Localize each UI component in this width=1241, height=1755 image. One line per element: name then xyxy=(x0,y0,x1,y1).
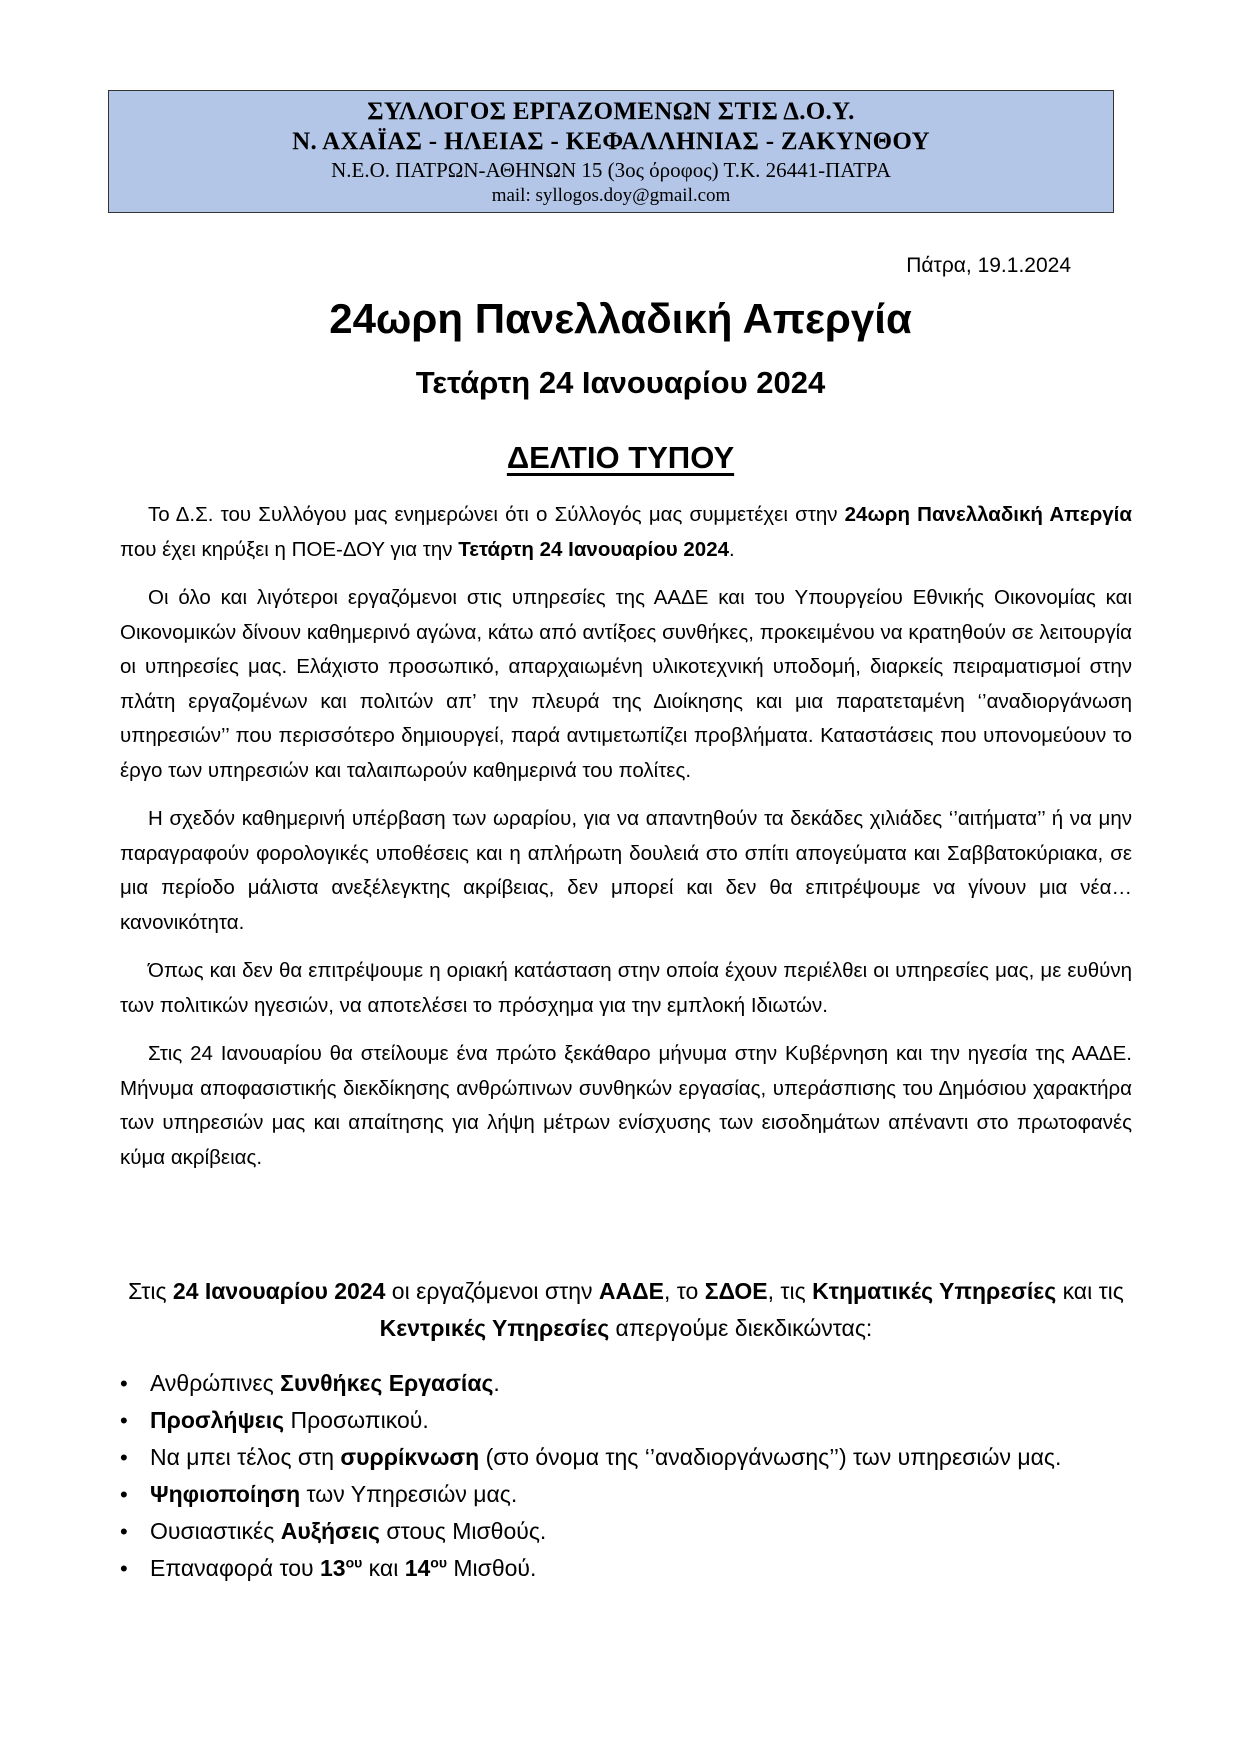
lead-text-5: και τις xyxy=(1056,1278,1124,1304)
bullet-5-end: στους Μισθούς. xyxy=(380,1518,547,1544)
bullet-3-text: Να μπει τέλος στη xyxy=(150,1444,341,1470)
lead-text-2: οι εργαζόμενοι στην xyxy=(385,1278,599,1304)
p1-text-2: που έχει κηρύξει η ΠΟΕ-ΔΟΥ για την xyxy=(120,537,459,561)
list-item xyxy=(120,1439,1132,1476)
union-name: ΣΥΛΛΟΓΟΣ ΕΡΓΑΖΟΜΕΝΩΝ ΣΤΙΣ Δ.Ο.Υ. xyxy=(367,98,855,125)
p1-text-3: . xyxy=(729,537,735,561)
list-item xyxy=(120,1513,1132,1550)
lead-bold-aade: ΑΑΔΕ xyxy=(598,1278,664,1304)
document-date: Πάτρα, 19.1.2024 xyxy=(906,254,1071,277)
bullet-icon: • xyxy=(120,1519,128,1544)
list-item xyxy=(120,1365,1132,1402)
bullet-text xyxy=(150,1365,500,1402)
bullet-5-text: Ουσιαστικές xyxy=(150,1518,281,1544)
paragraph-2: Οι όλο και λιγότεροι εργαζόμενοι στις υπηρεσίες της ΑΑΔΕ και του Υπουργείου Εθνικής Οικονομίας και Οικονομικών δίνουν καθημερινό αγώνα, κάτω από αντίξοες συνθήκες, προκειμένου να κρατηθούν σε λειτουργία οι υπηρεσίες μας. Ελάχιστο προσωπικό, απαρχαιωμένη υλικοτεχνική υποδομή, διαρκείς πειραματισμοί στην πλάτη εργαζομένων και πολιτών απ’ την πλευρά της Διοίκησης και μια παρατεταμένη ‘’αναδιοργάνωση υπηρεσιών’’ που περισσότερο δημιουργεί, παρά αντιμετωπίζει προβλήματα. Καταστάσεις που υπονομεύουν το έργο των υπηρεσιών και ταλαιπωρούν καθημερινά του πολίτες. xyxy=(120,586,1132,782)
lead-text-1: Στις xyxy=(128,1278,173,1304)
lead-text-3: , το xyxy=(663,1278,705,1304)
document-title: 24ωρη Πανελλαδική Απεργία xyxy=(329,295,912,342)
bullet-6-sup-2: ου xyxy=(430,1554,447,1571)
paragraph-3: Η σχεδόν καθημερινή υπέρβαση των ωραρίου, για να απαντηθούν τα δεκάδες χιλιάδες ‘’αιτήματα’’ ή να μην παραγραφούν φορολογικές υποθέσεις και η απλήρωτη δουλειά στο σπίτι απογεύματα και Σαββατοκύριακα, σε μια περίοδο μάλιστα ανεξέλεγκτης ακρίβειας, δεν μπορεί και δεν θα επιτρέψουμε να γίνουν μια νέα… κανονικότητα. xyxy=(120,807,1132,934)
list-item xyxy=(120,1402,1132,1439)
bullet-text xyxy=(150,1402,429,1439)
p1-bold-strike: 24ωρη Πανελλαδική Απεργία xyxy=(844,503,1132,526)
bullet-6-sup-1: ου xyxy=(345,1554,363,1571)
lead-text-6: απεργούμε διεκδικώντας: xyxy=(609,1315,873,1341)
bullet-6-num-14: 14 xyxy=(404,1555,431,1581)
press-release-heading: ΔΕΛΤΙΟ ΤΥΠΟΥ xyxy=(506,440,735,475)
list-item xyxy=(120,1476,1132,1513)
bullet-6-end: Μισθού. xyxy=(446,1555,537,1581)
document-subtitle: Τετάρτη 24 Ιανουαρίου 2024 xyxy=(415,365,826,400)
bullet-6-num-13: 13 xyxy=(319,1555,346,1581)
bullet-1-end: . xyxy=(493,1370,500,1396)
bullet-3-bold: συρρίκνωση xyxy=(340,1444,480,1470)
list-item xyxy=(120,1550,1132,1587)
bullet-2-bold: Προσλήψεις xyxy=(150,1407,285,1433)
paragraph-5: Στις 24 Ιανουαρίου θα στείλουμε ένα πρώτο ξεκάθαρο μήνυμα στην Κυβέρνηση και την ηγεσία της ΑΑΔΕ. Μήνυμα αποφασιστικής διεκδίκησης ανθρώπινων συνθηκών εργασίας, υπεράσπισης του Δημόσιου χαρακτήρα των υπηρεσιών μας και απαίτησης για λήψη μέτρων ενίσχυσης των εισοδημάτων απέναντι στο πρωτοφανές κύμα ακρίβειας. xyxy=(120,1042,1132,1169)
bullet-4-text: των Υπηρεσιών μας. xyxy=(300,1481,518,1507)
bullet-6-and: και xyxy=(362,1555,405,1581)
p1-bold-date: Τετάρτη 24 Ιανουαρίου 2024 xyxy=(458,537,730,561)
bullet-1-text: Ανθρώπινες xyxy=(150,1370,281,1396)
bullet-icon: • xyxy=(120,1445,128,1470)
bullet-6-text: Επαναφορά του xyxy=(150,1555,320,1581)
union-email: mail: syllogos.doy@gmail.com xyxy=(491,185,731,206)
demands-lead xyxy=(120,1273,1132,1347)
lead-bold-date: 24 Ιανουαρίου 2024 xyxy=(172,1278,386,1304)
bullet-text xyxy=(150,1476,517,1513)
bullet-text xyxy=(150,1550,536,1587)
bullet-icon: • xyxy=(120,1482,128,1507)
lead-bold-sdoe: ΣΔΟΕ xyxy=(704,1278,768,1304)
union-regions: Ν. ΑΧΑΪΑΣ - ΗΛΕΙΑΣ - ΚΕΦΑΛΛΗΝΙΑΣ - ΖΑΚΥΝΘΟΥ xyxy=(292,128,930,155)
bullet-text xyxy=(150,1513,546,1550)
lead-text-4: , τις xyxy=(767,1278,813,1304)
bullet-icon: • xyxy=(120,1371,128,1396)
body-text xyxy=(120,498,1132,1189)
demands-list xyxy=(120,1365,1132,1587)
union-header-box xyxy=(108,90,1114,213)
bullet-5-bold: Αυξήσεις xyxy=(280,1518,380,1544)
bullet-1-bold: Συνθήκες Εργασίας xyxy=(280,1370,494,1396)
lead-bold-ktimatikes: Κτηματικές Υπηρεσίες xyxy=(812,1278,1057,1304)
paragraph-1 xyxy=(120,498,1132,567)
bullet-2-text: Προσωπικού. xyxy=(284,1407,429,1433)
paragraph-4: Όπως και δεν θα επιτρέψουμε η οριακή κατάσταση στην οποία έχουν περιέλθει οι υπηρεσίες μας, με ευθύνη των πολιτικών ηγεσιών, να αποτελέσει το πρόσχημα για την εμπλοκή Ιδιωτών. xyxy=(120,959,1132,1017)
bullet-4-bold: Ψηφιοποίηση xyxy=(150,1481,301,1507)
bullet-3-end: (στο όνομα της ‘’αναδιοργάνωσης’’) των υπηρεσιών μας. xyxy=(479,1444,1062,1470)
union-address: Ν.Ε.Ο. ΠΑΤΡΩΝ-ΑΘΗΝΩΝ 15 (3ος όροφος) Τ.Κ. 26441-ΠΑΤΡΑ xyxy=(331,158,891,182)
p1-text-1: Το Δ.Σ. του Συλλόγου μας ενημερώνει ότι ο Σύλλογός μας συμμετέχει στην xyxy=(148,503,845,526)
bullet-icon: • xyxy=(120,1556,128,1581)
bullet-text xyxy=(150,1439,1061,1476)
lead-bold-kentrikes: Κεντρικές Υπηρεσίες xyxy=(379,1315,610,1341)
bullet-icon: • xyxy=(120,1408,128,1433)
